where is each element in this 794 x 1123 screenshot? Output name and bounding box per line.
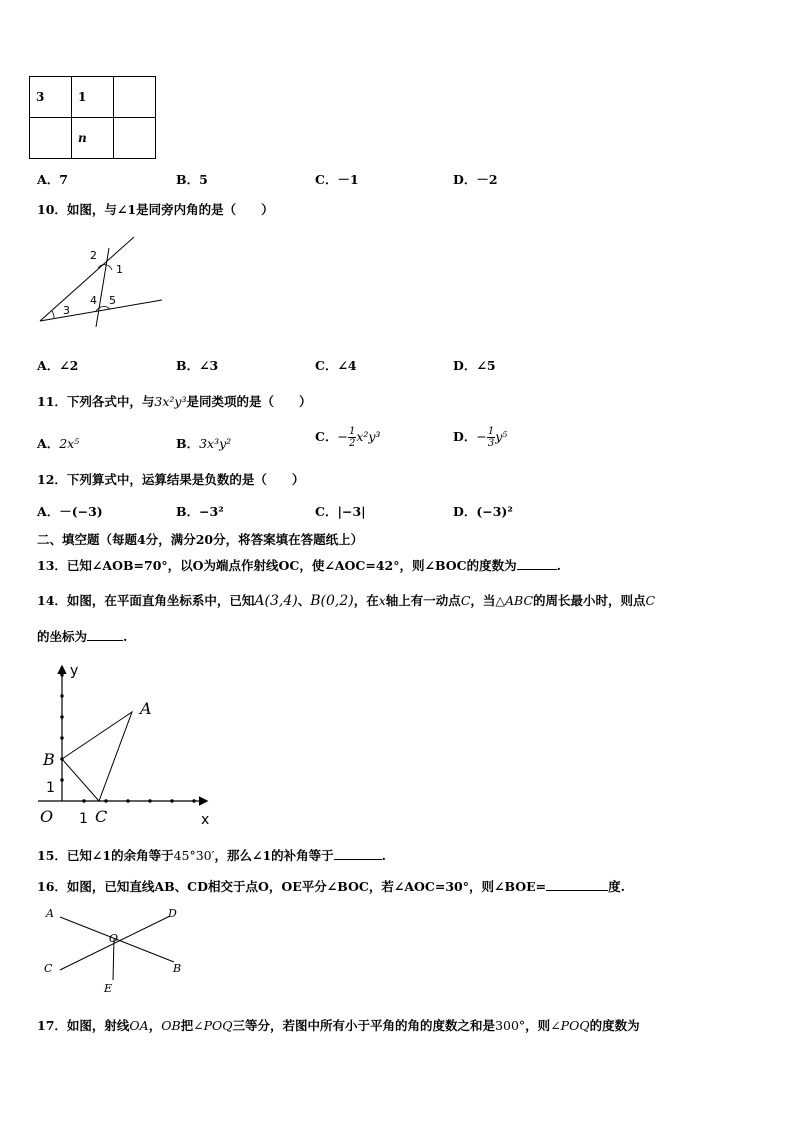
q15-stem: 15．已知∠1的余角等于 xyxy=(37,848,174,863)
q14-line2 xyxy=(37,627,127,645)
q10-figure xyxy=(36,232,166,327)
q13-stem: 13．已知∠AOB=70°，以O为端点作射线OC，使∠AOC=42°，则∠BOC的度数为 xyxy=(37,558,517,573)
q17-stem: 三等分，若图中所有小于平角的角的度数之和是 xyxy=(232,1018,496,1033)
q16-text xyxy=(37,877,625,895)
origin-label: O xyxy=(40,807,54,826)
fraction-numerator: 1 xyxy=(487,426,495,437)
q17-stem: 的度数为 xyxy=(589,1018,640,1033)
q10-option-d[interactable]: D．∠5 xyxy=(453,358,496,373)
answer-blank[interactable] xyxy=(334,859,382,860)
grid-cell: 1 xyxy=(72,77,114,118)
q12-option-d[interactable]: D．(−3)² xyxy=(453,504,513,519)
q11-option-d-fraction xyxy=(487,426,495,449)
triangle-abc: △ABC xyxy=(495,593,534,608)
point-a-coord: A(3,4) xyxy=(254,593,298,609)
q15-text xyxy=(37,846,386,864)
x-var: x xyxy=(378,593,386,608)
q9-option-c[interactable]: C．－1 xyxy=(315,172,359,187)
q10-label-4: 4 xyxy=(90,294,97,307)
q11-option-b[interactable] xyxy=(176,434,231,452)
q11-option-b-expr: 3x³y² xyxy=(199,436,232,451)
angle-poq: ∠POQ xyxy=(193,1018,233,1033)
q16-stem: 16．如图，已知直线AB、CD相交于点O，OE平分∠BOC，若∠AOC=30°，则∠BOE= xyxy=(37,879,547,894)
q10-label-5: 5 xyxy=(109,294,116,307)
q10-stem: 10．如图，与∠1是同旁内角的是（ ） xyxy=(37,202,274,217)
q12-option-a[interactable]: A．－(−3) xyxy=(37,504,103,519)
angle-poq: ∠POQ xyxy=(550,1018,590,1033)
x-axis-label: x xyxy=(201,812,210,828)
degree-sum: 300° xyxy=(495,1018,526,1033)
answer-blank[interactable] xyxy=(546,890,608,891)
q10-option-a[interactable]: A．∠2 xyxy=(37,358,79,373)
q9-option-b[interactable]: B．5 xyxy=(176,172,208,187)
q14-text: ，当 xyxy=(470,593,496,608)
q15-stem: ，那么∠1的补角等于 xyxy=(214,848,334,863)
q17-stem: 把 xyxy=(180,1018,194,1033)
separator: ， xyxy=(148,1018,162,1033)
q11-option-c-label: C． xyxy=(315,429,338,444)
q11-option-c-expr: x²y³ xyxy=(356,429,381,444)
q11-stem-b: 是同类项的是（ ） xyxy=(186,394,312,409)
q10-option-b[interactable]: B．∠3 xyxy=(176,358,219,373)
q9-option-a[interactable]: A．7 xyxy=(37,172,68,187)
q11-option-a-label: A． xyxy=(37,436,60,451)
angle-value: 45°30′ xyxy=(173,848,215,863)
grid-cell: n xyxy=(72,118,114,159)
q14-text: 轴上有一动点 xyxy=(385,593,461,608)
ray-label-e: E xyxy=(104,982,113,995)
q13-text xyxy=(37,556,561,574)
q11-option-d-label: D． xyxy=(453,429,477,444)
q16-end: 度. xyxy=(608,879,626,894)
minus-sign: − xyxy=(337,429,348,444)
answer-blank[interactable] xyxy=(517,569,557,570)
q15-end: . xyxy=(381,848,387,863)
q16-figure xyxy=(40,902,190,996)
q17-stem: 17．如图，射线 xyxy=(37,1018,130,1033)
y-axis-label: y xyxy=(70,663,79,679)
q11-option-a-expr: 2x⁵ xyxy=(59,436,80,451)
q14-end: . xyxy=(123,629,128,644)
ray-oa: OA xyxy=(129,1018,149,1033)
fraction-denominator: 3 xyxy=(487,438,495,449)
grid-cell xyxy=(114,118,156,159)
x-tick-one: 1 xyxy=(79,811,88,827)
q11-option-c[interactable] xyxy=(315,426,380,449)
q14-text: 的周长最小时，则点 xyxy=(533,593,646,608)
q11-option-d-expr: y⁵ xyxy=(495,429,508,444)
line-label-d: D xyxy=(168,907,177,920)
point-c-label: C xyxy=(95,807,108,826)
grid-cell xyxy=(114,77,156,118)
q12-option-c[interactable]: C．|−3| xyxy=(315,504,366,519)
q17-text xyxy=(37,1016,640,1034)
point-b-label: B xyxy=(43,750,55,769)
section-heading: 二、填空题（每题4分，满分20分，将答案填在答题纸上） xyxy=(37,532,364,547)
q10-option-c[interactable]: C．∠4 xyxy=(315,358,357,373)
q14-coordinate-figure xyxy=(36,658,226,830)
q10-label-2: 2 xyxy=(90,249,97,262)
q14-text: ，在 xyxy=(353,593,379,608)
q14-text: 的坐标为 xyxy=(37,629,88,644)
grid-cell: 3 xyxy=(30,77,72,118)
grid-cell xyxy=(30,118,72,159)
q11-stem-expr: 3x²y³ xyxy=(154,394,187,409)
point-a-label: A xyxy=(140,699,152,718)
y-tick-one: 1 xyxy=(46,780,55,796)
line-label-b: B xyxy=(173,962,182,975)
q12-option-b[interactable]: B．−3² xyxy=(176,504,224,519)
separator: 、 xyxy=(297,593,311,608)
point-b-coord: B(0,2) xyxy=(310,593,354,609)
point-c: C xyxy=(645,593,656,608)
fraction-numerator: 1 xyxy=(348,426,356,437)
q11-stem xyxy=(37,392,312,410)
answer-blank[interactable] xyxy=(87,640,123,641)
point-c: C xyxy=(460,593,471,608)
q11-stem-a: 11．下列各式中，与 xyxy=(37,394,155,409)
point-o-label: O xyxy=(109,932,119,945)
q11-option-b-label: B． xyxy=(176,436,200,451)
q14-line1 xyxy=(37,591,655,609)
line-label-c: C xyxy=(44,962,53,975)
q11-option-d[interactable] xyxy=(453,426,507,449)
fraction-denominator: 2 xyxy=(348,438,356,449)
q10-label-1: 1 xyxy=(116,263,123,276)
q9-option-d[interactable]: D．－2 xyxy=(453,172,498,187)
q10-label-3: 3 xyxy=(63,304,70,317)
q12-stem: 12．下列算式中，运算结果是负数的是（ ） xyxy=(37,472,305,487)
q13-end: . xyxy=(556,558,561,573)
line-label-a: A xyxy=(46,907,54,920)
triangle xyxy=(62,712,132,801)
number-grid xyxy=(29,76,156,159)
q14-text: 14．如图，在平面直角坐标系中，已知 xyxy=(37,593,255,608)
ray-ob: OB xyxy=(161,1018,181,1033)
q17-stem: ，则 xyxy=(525,1018,551,1033)
q11-option-a[interactable] xyxy=(37,434,79,452)
minus-sign: − xyxy=(476,429,487,444)
